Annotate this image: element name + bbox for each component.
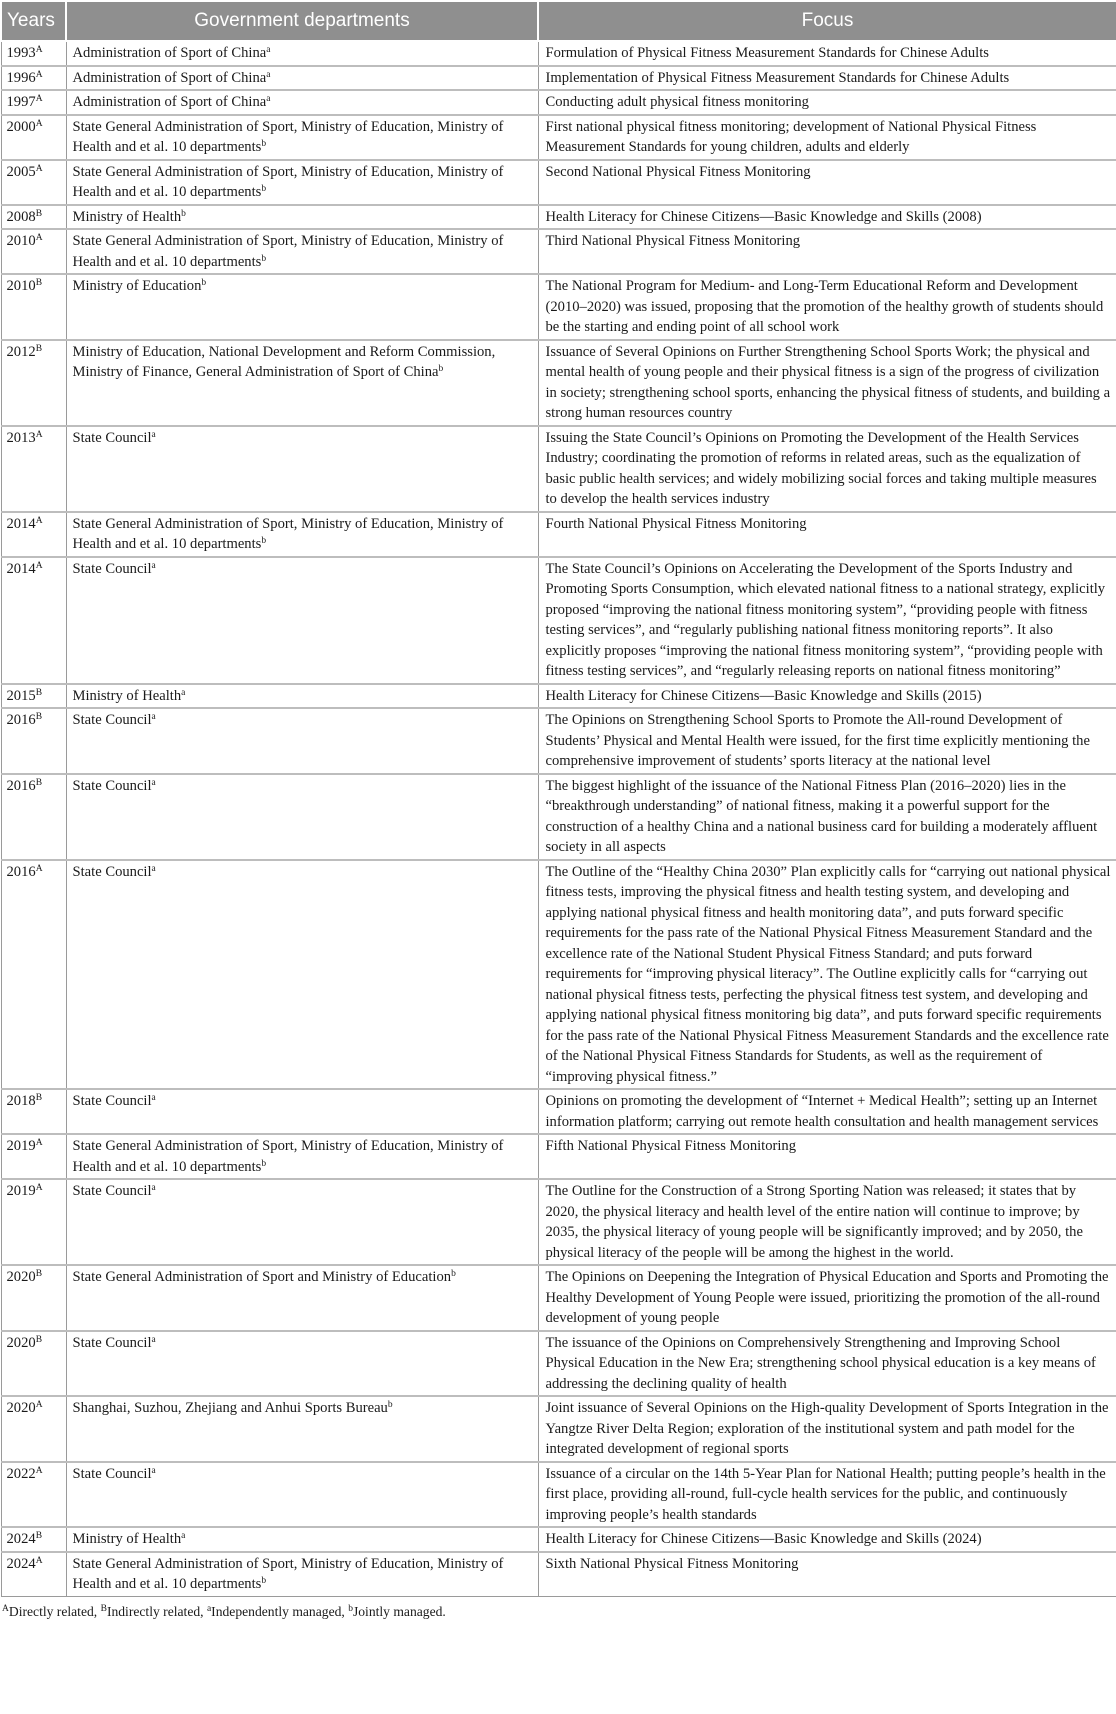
department-cell-text: State Council <box>72 1465 152 1482</box>
year-cell-text: 2005 <box>6 163 36 180</box>
department-cell-superscript: a <box>151 1183 156 1193</box>
department-cell-superscript: a <box>181 1531 186 1541</box>
department-cell <box>66 1331 538 1397</box>
year-cell-text: 2013 <box>6 429 36 446</box>
focus-cell <box>538 229 1116 274</box>
department-cell-superscript: b <box>261 1158 267 1169</box>
department-cell-superscript: a <box>266 69 271 80</box>
header-government-departments: Government departments <box>66 1 538 41</box>
department-cell-superscript: a <box>181 687 186 698</box>
focus-cell-text: Health Literacy for Chinese Citizens—Basic Knowledge and Skills (2015) <box>545 687 982 704</box>
department-cell-text: State Council <box>72 1334 152 1351</box>
footnote-marker: b <box>348 1603 353 1614</box>
year-cell <box>1 1089 66 1134</box>
department-cell <box>66 160 538 205</box>
table-row <box>1 1179 1116 1265</box>
header-years: Years <box>1 1 66 41</box>
department-cell <box>66 1265 538 1331</box>
department-cell-text: Ministry of Health <box>72 1531 182 1547</box>
focus-cell <box>538 1265 1116 1331</box>
focus-cell-text: Issuance of Several Opinions on Further Strengthening School Sports Work; the physical and mental health of young people and their physical fitness is a sign of the progress of civilization in society; strengthening school sports, enhancing the physical fitness of students, and building a strong human resources country <box>545 343 1111 421</box>
year-cell-superscript: B <box>35 1531 43 1541</box>
table-row <box>1 229 1116 274</box>
year-cell-superscript: A <box>35 1183 43 1193</box>
year-cell <box>1 557 66 684</box>
department-cell-superscript: a <box>266 45 271 55</box>
focus-cell-text: Opinions on promoting the development of “Internet + Medical Health”; setting up an Internet information platform; carrying out remote health consultation and health management services <box>545 1093 1099 1130</box>
focus-cell-text: Conducting adult physical fitness monitoring <box>545 94 809 110</box>
table-row <box>1 512 1116 557</box>
year-cell <box>1 1134 66 1179</box>
year-cell-text: 2010 <box>6 278 36 294</box>
year-cell <box>1 684 66 709</box>
focus-cell <box>538 684 1116 709</box>
focus-cell-text: The State Council’s Opinions on Accelerating the Development of the Sports Industry and Promoting Sports Consumption, which elevated national fitness to a national strategy, explicitly proposed “improving the national fitness monitoring system”, “providing people with fitness testing services”, and “regularly publishing national fitness monitoring reports”. It also explicitly proposes “improving the national fitness monitoring system”, “providing people with fitness testing services”, and “regularly releasing reports on national fitness monitoring” <box>545 560 1106 679</box>
year-cell-text: 1993 <box>6 45 36 61</box>
year-cell <box>1 1462 66 1528</box>
focus-cell <box>538 1396 1116 1462</box>
department-cell <box>66 557 538 684</box>
year-cell <box>1 426 66 512</box>
department-cell-text: Administration of Sport of China <box>72 69 267 86</box>
year-cell-superscript: A <box>35 118 43 129</box>
table-row <box>1 774 1116 860</box>
department-cell-superscript: a <box>151 777 156 788</box>
department-cell-superscript: a <box>151 863 156 874</box>
footnote-marker: a <box>206 1603 212 1614</box>
table-row <box>1 557 1116 684</box>
year-cell-text: 2020 <box>6 1400 36 1416</box>
year-cell-superscript: A <box>35 69 43 80</box>
year-cell <box>1 1265 66 1331</box>
table-row <box>1 1396 1116 1462</box>
department-cell <box>66 205 538 230</box>
department-cell-text: State Council <box>72 863 152 880</box>
year-cell-text: 2015 <box>6 687 36 704</box>
focus-cell-text: Issuance of a circular on the 14th 5-Year Plan for National Health; putting people’s health in the first place, providing all-round, full-cycle health services for the public, and continuously improving people’s health standards <box>545 1465 1106 1523</box>
department-cell <box>66 1089 538 1134</box>
focus-cell <box>538 160 1116 205</box>
focus-cell-text: Fifth National Physical Fitness Monitoring <box>545 1138 797 1154</box>
focus-cell-text: The Outline for the Construction of a Strong Sporting Nation was released; it states that by 2020, the physical literacy and health level of the entire nation will continue to improve; by 2035, the physical literacy of young people will be significantly improved; and by 2050, the physical literacy of the people will be among the highest in the world. <box>545 1183 1083 1261</box>
table-row <box>1 1527 1116 1552</box>
focus-cell-text: The biggest highlight of the issuance of the National Fitness Plan (2016–2020) lies in the “breakthrough understanding” of national fitness, making it a powerful support for the construction of a healthy China and a national business card for building a moderately affluent society in all aspects <box>545 777 1098 855</box>
focus-cell <box>538 66 1116 91</box>
department-cell <box>66 90 538 115</box>
department-cell-superscript: b <box>451 1269 456 1279</box>
year-cell <box>1 1331 66 1397</box>
department-cell-superscript: b <box>261 139 267 149</box>
year-cell-superscript: A <box>35 1555 43 1566</box>
department-cell-text: State Council <box>72 777 152 794</box>
focus-cell-text: The Opinions on Deepening the Integration of Physical Education and Sports and Promoting the Healthy Development of Young People were issued, prioritizing the promotion of the all-round development of young people <box>545 1269 1109 1326</box>
year-cell-text: 2022 <box>6 1465 36 1482</box>
department-cell-text: Shanghai, Suzhou, Zhejiang and Anhui Sports Bureau <box>72 1400 388 1416</box>
footnote-marker: B <box>100 1603 107 1614</box>
year-cell-superscript: A <box>35 233 43 243</box>
year-cell-text: 2008 <box>6 208 36 225</box>
department-cell-superscript: b <box>261 1576 267 1586</box>
header-row <box>1 1 1116 41</box>
department-cell-text: State General Administration of Sport, Ministry of Education, Ministry of Health and et al. 10 departments <box>72 233 504 270</box>
department-cell-text: State Council <box>72 712 152 728</box>
year-cell-superscript: B <box>35 1269 43 1279</box>
year-cell-superscript: A <box>35 94 43 104</box>
focus-cell <box>538 557 1116 684</box>
focus-cell-text: The Opinions on Strengthening School Sports to Promote the All-round Development of Students’ Physical and Mental Health were issued, for the first time explicitly mentioning the comprehensive improvement of students’ sports literacy at the national level <box>545 712 1090 769</box>
department-cell-text: State General Administration of Sport, Ministry of Education, Ministry of Health and et al. 10 departments <box>72 1555 504 1592</box>
year-cell-superscript: A <box>35 429 43 440</box>
year-cell <box>1 1396 66 1462</box>
table-header <box>1 1 1116 41</box>
department-cell-superscript: a <box>151 1334 156 1345</box>
year-cell <box>1 1552 66 1597</box>
department-cell-text: State General Administration of Sport, Ministry of Education, Ministry of Health and et al. 10 departments <box>72 515 504 552</box>
table-row <box>1 860 1116 1090</box>
footnote-marker: A <box>2 1603 9 1614</box>
year-cell <box>1 340 66 426</box>
year-cell-superscript: B <box>35 687 43 698</box>
year-cell-text: 2018 <box>6 1093 36 1109</box>
focus-cell <box>538 274 1116 340</box>
table-row <box>1 1331 1116 1397</box>
year-cell-superscript: B <box>35 343 43 354</box>
department-cell <box>66 115 538 160</box>
focus-cell <box>538 1134 1116 1179</box>
footnote-text: Indirectly related, <box>106 1603 207 1619</box>
department-cell-superscript: a <box>151 429 156 440</box>
year-cell-text: 2016 <box>6 777 36 794</box>
year-cell-superscript: A <box>35 45 43 55</box>
table-row <box>1 66 1116 91</box>
focus-cell <box>538 41 1116 66</box>
focus-cell-text: Implementation of Physical Fitness Measurement Standards for Chinese Adults <box>545 69 1010 86</box>
year-cell-text: 2014 <box>6 515 36 532</box>
year-cell-superscript: A <box>35 163 43 174</box>
table-row <box>1 708 1116 774</box>
focus-cell <box>538 426 1116 512</box>
focus-cell-text: The Outline of the “Healthy China 2030” Plan explicitly calls for “carrying out national physical fitness tests, improving the physical fitness and health testing system, and developing and applying national physical fitness and health monitoring data”, and puts forward specific requirements for the pass rate of the National Physical Fitness Measurement Standard and the excellence rate of the National Student Physical Fitness Standard; and puts forward requirements for “improving physical literacy”. The Outline explicitly calls for “carrying out national physical fitness tests, perfecting the physical fitness test system, and developing and applying national physical fitness monitoring big data”, and puts forward specific requirements for the pass rate of the National Physical Fitness Measurement Standards and the excellence rate of the National Physical Fitness Standards for Students, as well as the requirement of “improving physical fitness.” <box>545 863 1111 1085</box>
year-cell <box>1 512 66 557</box>
department-cell <box>66 1552 538 1597</box>
department-cell <box>66 774 538 860</box>
footnote-text: Directly related, <box>8 1603 101 1619</box>
focus-cell-text: Joint issuance of Several Opinions on the High-quality Development of Sports Integration in the Yangtze River Delta Region; exploration of the institutional system and path model for the integrated development of regional sports <box>545 1400 1109 1457</box>
department-cell-text: Ministry of Education <box>72 278 202 294</box>
year-cell-text: 1996 <box>6 69 36 86</box>
department-cell <box>66 684 538 709</box>
department-cell-text: Administration of Sport of China <box>72 45 267 61</box>
focus-cell-text: Second National Physical Fitness Monitoring <box>545 163 811 180</box>
department-cell <box>66 229 538 274</box>
year-cell <box>1 860 66 1090</box>
footnote-text: Independently managed, <box>211 1603 349 1619</box>
table-row <box>1 274 1116 340</box>
focus-cell-text: Fourth National Physical Fitness Monitoring <box>545 515 807 532</box>
department-cell <box>66 708 538 774</box>
focus-cell-text: Sixth National Physical Fitness Monitoring <box>545 1555 799 1572</box>
department-cell-superscript: b <box>387 1400 393 1410</box>
department-cell-text: State General Administration of Sport, Ministry of Education, Ministry of Health and et al. 10 departments <box>72 118 504 155</box>
year-cell-superscript: A <box>35 515 43 526</box>
year-cell <box>1 774 66 860</box>
department-cell <box>66 1396 538 1462</box>
year-cell-superscript: B <box>35 1093 43 1103</box>
table-row <box>1 426 1116 512</box>
focus-cell-text: Health Literacy for Chinese Citizens—Basic Knowledge and Skills (2024) <box>545 1531 982 1547</box>
table-row <box>1 160 1116 205</box>
department-cell-text: Ministry of Health <box>72 687 182 704</box>
year-cell-superscript: A <box>35 1400 43 1410</box>
department-cell-text: Ministry of Health <box>72 208 182 225</box>
year-cell-text: 2019 <box>6 1138 36 1154</box>
table-row <box>1 90 1116 115</box>
department-cell-text: State General Administration of Sport, Ministry of Education, Ministry of Health and et al. 10 departments <box>72 1138 504 1175</box>
focus-cell <box>538 1179 1116 1265</box>
header-focus: Focus <box>538 1 1116 41</box>
table-body <box>1 41 1116 1596</box>
year-cell-superscript: A <box>35 560 43 571</box>
department-cell-superscript: b <box>181 208 186 219</box>
table-row <box>1 115 1116 160</box>
year-cell <box>1 205 66 230</box>
department-cell <box>66 274 538 340</box>
focus-cell <box>538 774 1116 860</box>
year-cell-superscript: B <box>35 777 43 788</box>
focus-cell <box>538 708 1116 774</box>
year-cell-text: 2000 <box>6 118 36 135</box>
year-cell-text: 2014 <box>6 560 36 577</box>
year-cell <box>1 708 66 774</box>
year-cell-superscript: B <box>35 1334 43 1345</box>
department-cell <box>66 860 538 1090</box>
year-cell-text: 2016 <box>6 863 36 880</box>
table-row <box>1 1462 1116 1528</box>
department-cell <box>66 512 538 557</box>
department-cell <box>66 426 538 512</box>
table-row <box>1 684 1116 709</box>
department-cell <box>66 1179 538 1265</box>
year-cell-text: 2019 <box>6 1183 36 1199</box>
year-cell-superscript: A <box>35 1138 43 1148</box>
table-row <box>1 340 1116 426</box>
year-cell-superscript: A <box>35 1465 43 1476</box>
focus-cell <box>538 1462 1116 1528</box>
focus-cell <box>538 512 1116 557</box>
department-cell-text: State Council <box>72 1183 152 1199</box>
year-cell <box>1 1527 66 1552</box>
department-cell <box>66 1527 538 1552</box>
table-row <box>1 1552 1116 1597</box>
department-cell <box>66 1134 538 1179</box>
department-cell-text: State General Administration of Sport, Ministry of Education, Ministry of Health and et al. 10 departments <box>72 163 504 200</box>
department-cell-text: State Council <box>72 429 152 446</box>
table-row <box>1 1265 1116 1331</box>
year-cell-text: 2020 <box>6 1269 36 1285</box>
department-cell-superscript: a <box>151 1093 156 1103</box>
focus-cell <box>538 1089 1116 1134</box>
footnote-text: Jointly managed. <box>352 1603 446 1619</box>
table-row <box>1 41 1116 66</box>
year-cell <box>1 41 66 66</box>
year-cell <box>1 229 66 274</box>
department-cell <box>66 1462 538 1528</box>
table-footnote <box>0 1597 1116 1620</box>
year-cell-superscript: B <box>35 208 43 219</box>
focus-cell <box>538 1527 1116 1552</box>
department-cell-text: State General Administration of Sport and Ministry of Education <box>72 1269 452 1285</box>
year-cell-text: 2020 <box>6 1334 36 1351</box>
table-row <box>1 1089 1116 1134</box>
department-cell-superscript: b <box>261 536 267 546</box>
focus-cell <box>538 205 1116 230</box>
department-cell-superscript: b <box>438 364 444 374</box>
year-cell-text: 2024 <box>6 1531 36 1547</box>
department-cell-superscript: b <box>261 184 267 194</box>
year-cell-superscript: B <box>35 712 43 722</box>
department-cell-text: Ministry of Education, National Development and Reform Commission, Ministry of Finance, General Administration of Sport of China <box>72 343 496 380</box>
year-cell-text: 2012 <box>6 343 36 360</box>
year-cell-superscript: B <box>35 278 43 288</box>
year-cell <box>1 160 66 205</box>
department-cell-superscript: a <box>151 1465 156 1476</box>
year-cell <box>1 90 66 115</box>
focus-cell-text: Health Literacy for Chinese Citizens—Basic Knowledge and Skills (2008) <box>545 208 982 225</box>
focus-cell <box>538 90 1116 115</box>
year-cell-text: 2016 <box>6 712 36 728</box>
year-cell-text: 2024 <box>6 1555 36 1572</box>
table-row <box>1 1134 1116 1179</box>
focus-cell-text: The National Program for Medium- and Long-Term Educational Reform and Development (2010–2020) was issued, proposing that the promotion of the healthy growth of students should be the starting and ending point of all school work <box>545 278 1104 335</box>
department-cell-superscript: b <box>261 253 267 264</box>
department-cell-superscript: a <box>151 712 156 722</box>
focus-cell <box>538 340 1116 426</box>
focus-cell <box>538 1552 1116 1597</box>
focus-cell-text: Formulation of Physical Fitness Measurement Standards for Chinese Adults <box>545 45 989 61</box>
focus-cell <box>538 115 1116 160</box>
department-cell <box>66 41 538 66</box>
year-cell-superscript: A <box>35 863 43 874</box>
department-cell-superscript: a <box>266 94 271 104</box>
focus-cell-text: Third National Physical Fitness Monitoring <box>545 233 801 249</box>
focus-cell <box>538 860 1116 1090</box>
focus-cell-text: The issuance of the Opinions on Comprehensively Strengthening and Improving School Physical Education in the New Era; strengthening school physical education is a key means of addressing the declining quality of health <box>545 1334 1096 1392</box>
department-cell <box>66 340 538 426</box>
year-cell <box>1 66 66 91</box>
year-cell <box>1 1179 66 1265</box>
department-cell-superscript: b <box>201 278 207 288</box>
focus-cell-text: Issuing the State Council’s Opinions on Promoting the Development of the Health Services Industry; coordinating the promotion of reforms in related areas, such as the equalization of basic public health services; and widely mobilizing social forces and taking multiple measures to develop the health services industry <box>545 429 1097 507</box>
year-cell <box>1 115 66 160</box>
table-row <box>1 205 1116 230</box>
department-cell-text: State Council <box>72 560 152 577</box>
department-cell-superscript: a <box>151 560 156 571</box>
year-cell-text: 1997 <box>6 94 36 110</box>
focus-cell <box>538 1331 1116 1397</box>
department-cell <box>66 66 538 91</box>
year-cell-text: 2010 <box>6 233 36 249</box>
department-cell-text: State Council <box>72 1093 152 1109</box>
focus-cell-text: First national physical fitness monitoring; development of National Physical Fitness Measurement Standards for young children, adults and elderly <box>545 118 1037 155</box>
year-cell <box>1 274 66 340</box>
department-cell-text: Administration of Sport of China <box>72 94 267 110</box>
